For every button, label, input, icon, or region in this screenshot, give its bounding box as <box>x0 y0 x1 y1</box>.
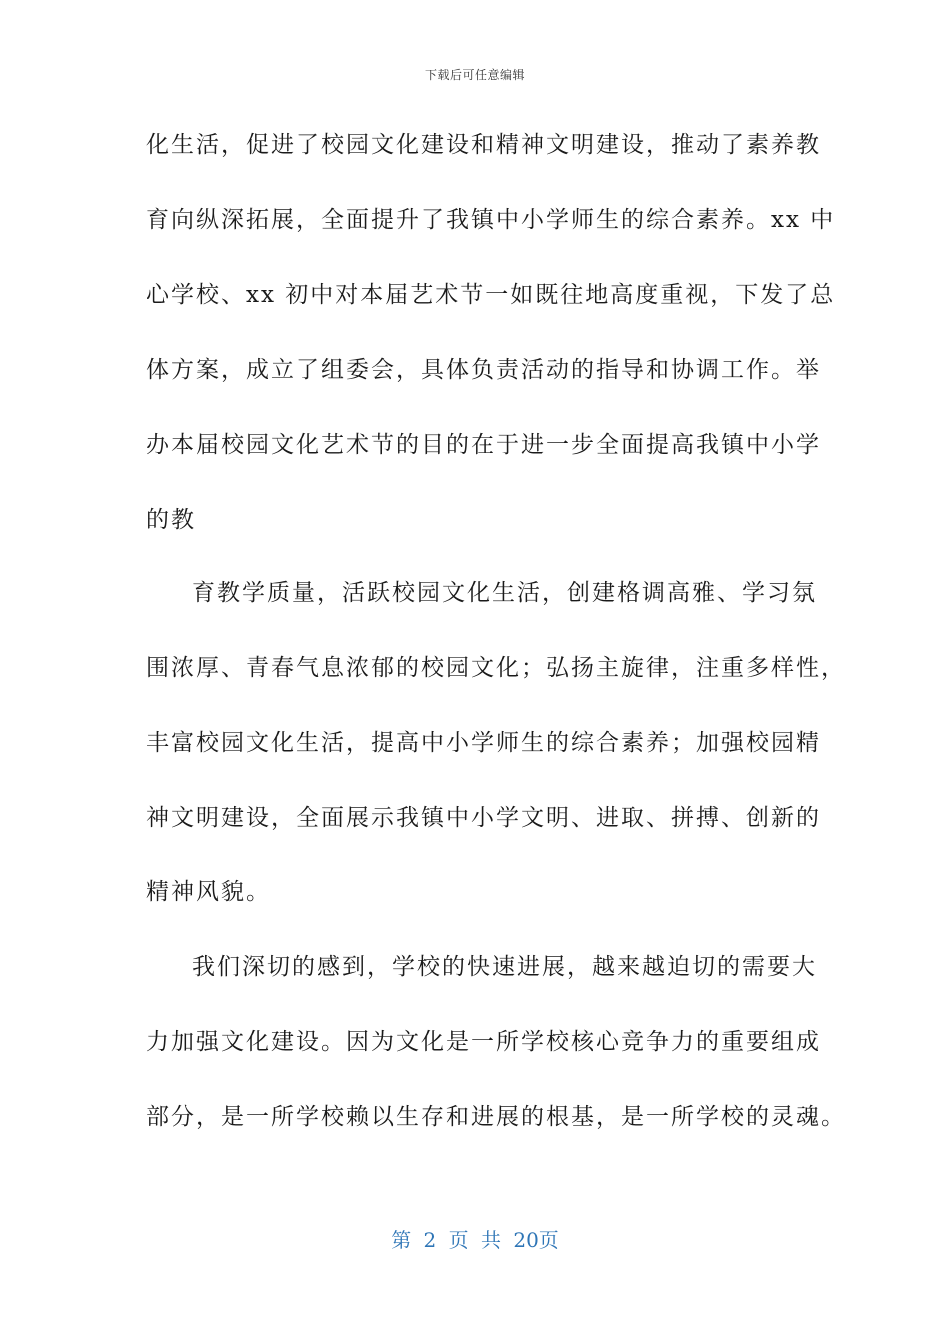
paragraph-1-line-4: 体方案，成立了组委会，具体负责活动的指导和协调工作。举 <box>146 357 821 383</box>
header-note: 下载后可任意编辑 <box>424 68 525 82</box>
paragraph-3-line-2: 力加强文化建设。因为文化是一所学校核心竞争力的重要组成 <box>146 1029 821 1055</box>
paragraph-3-line-3: 部分，是一所学校赖以生存和进展的根基，是一所学校的灵魂。 <box>146 1104 846 1130</box>
paragraph-1-line-3: 心学校、xx 初中对本届艺术节一如既往地高度重视，下发了总 <box>146 282 836 308</box>
paragraph-2-line-2: 围浓厚、青春气息浓郁的校园文化；弘扬主旋律，注重多样性， <box>146 655 846 681</box>
paragraph-2-line-5: 精神风貌。 <box>146 879 271 905</box>
paragraph-3-line-1: 我们深切的感到，学校的快速进展，越来越迫切的需要大 <box>192 954 817 980</box>
paragraph-2-line-1: 育教学质量，活跃校园文化生活，创建格调高雅、学习氛 <box>192 580 817 606</box>
page-indicator: 第 2 页 共 20页 <box>391 1228 559 1252</box>
paragraph-2-line-4: 神文明建设，全面展示我镇中小学文明、进取、拼搏、创新的 <box>146 805 821 831</box>
paragraph-1-line-2: 育向纵深拓展，全面提升了我镇中小学师生的综合素养。xx 中 <box>146 207 836 233</box>
paragraph-2-line-3: 丰富校园文化生活，提高中小学师生的综合素养；加强校园精 <box>146 730 821 756</box>
paragraph-1-line-6: 的教 <box>146 507 196 533</box>
paragraph-1-line-1: 化生活，促进了校园文化建设和精神文明建设，推动了素养教 <box>146 132 821 158</box>
paragraph-1-line-5: 办本届校园文化艺术节的目的在于进一步全面提高我镇中小学 <box>146 432 821 458</box>
